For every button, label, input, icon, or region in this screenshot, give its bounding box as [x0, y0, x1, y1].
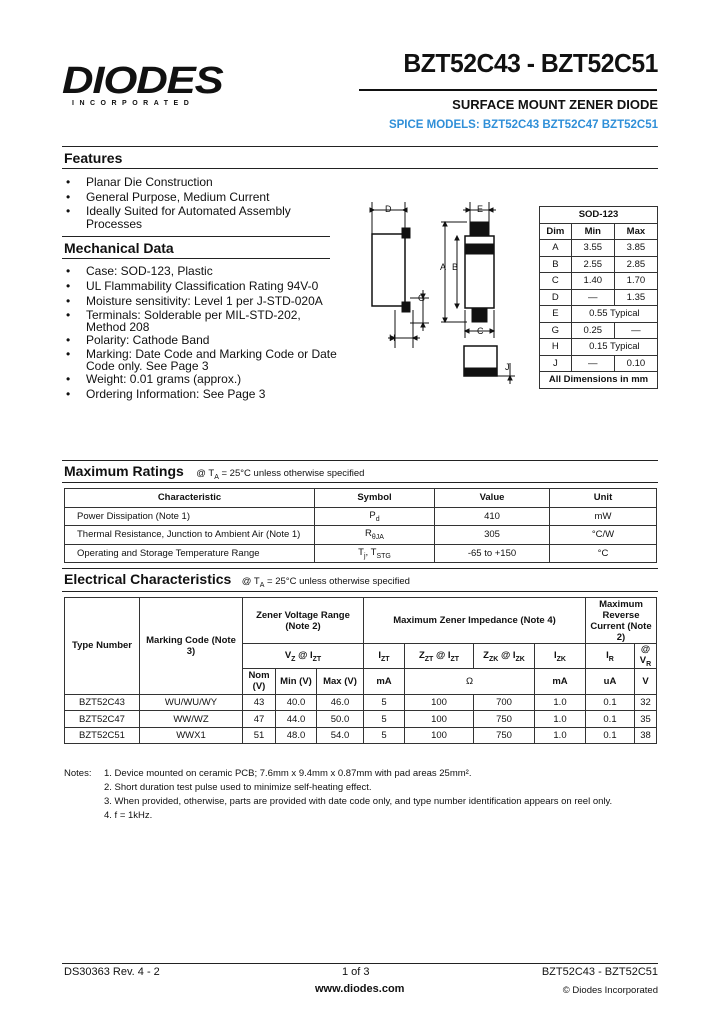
electrical-table [64, 597, 657, 744]
cell: 0.55 Typical [571, 306, 657, 323]
cell: 1.35 [614, 289, 657, 306]
cell: 700 [474, 694, 535, 711]
symbol-sub: STG [376, 552, 391, 560]
table-row [540, 273, 658, 290]
cell: 0.1 [586, 727, 635, 744]
divider [62, 568, 658, 569]
cell: — [571, 355, 614, 372]
sym: V [284, 649, 292, 661]
logo-text: DIODES [62, 60, 223, 102]
cell: Operating and Storage Temperature Range [65, 544, 315, 563]
cell: °C/W [550, 526, 657, 545]
list-item: • Marking: Date Code and Marking Code or Date Code only. See Page 3 [64, 348, 344, 372]
cell: D [540, 289, 572, 306]
unit-header: mA [364, 668, 405, 694]
cell: Thermal Resistance, Junction to Ambient Air (Note 1) [65, 526, 315, 545]
cell: mW [550, 507, 657, 526]
cell: 1.40 [571, 273, 614, 290]
col-header [635, 644, 657, 669]
logo-subtext: INCORPORATED [72, 100, 195, 107]
electrical-title [64, 571, 410, 589]
dim-label-b: B [452, 262, 459, 272]
col-header: Symbol [315, 489, 435, 508]
cell: 2.55 [571, 256, 614, 273]
cell: 410 [435, 507, 550, 526]
sym-sub: ZT [381, 655, 390, 663]
divider [62, 168, 658, 169]
cell: 3.55 [571, 240, 614, 257]
cell: BZT52C43 [65, 694, 140, 711]
table-row [540, 306, 658, 323]
cell: 1.0 [535, 727, 586, 744]
list-item: • Ordering Information: See Page 3 [64, 387, 344, 402]
features-list [64, 175, 304, 231]
unit-header: Nom (V) [243, 668, 276, 694]
divider [62, 591, 658, 592]
sym: Z [418, 649, 425, 661]
divider [62, 482, 658, 483]
sym: I [554, 649, 557, 661]
list-item: • Weight: 0.01 grams (approx.) [64, 372, 344, 387]
col-header [364, 644, 405, 669]
cell: G [540, 322, 572, 339]
cell: E [540, 306, 572, 323]
col-header: Value [435, 489, 550, 508]
sym-sub: ZT [424, 655, 434, 663]
sym-sub: ZT [450, 655, 460, 663]
col-header [405, 644, 474, 669]
table-row [540, 240, 658, 257]
cond-text: @ T [241, 576, 260, 587]
cell: 100 [405, 694, 474, 711]
cell: BZT52C47 [65, 711, 140, 728]
mechanical-heading: Mechanical Data [64, 240, 174, 256]
cell: 0.15 Typical [571, 339, 657, 356]
footer-part-number: BZT52C43 - BZT52C51 [541, 966, 658, 978]
features-heading: Features [64, 150, 123, 166]
sym-sub: ZK [515, 655, 525, 663]
cell: 50.0 [317, 711, 364, 728]
symbol: T [358, 546, 364, 558]
symbol: P [369, 509, 376, 521]
max-ratings-title [64, 463, 364, 481]
cell: BZT52C51 [65, 727, 140, 744]
col-header [243, 644, 364, 669]
cell: °C [550, 544, 657, 563]
cell: -65 to +150 [435, 544, 550, 563]
cell: 1.70 [614, 273, 657, 290]
cell: J [540, 355, 572, 372]
note-item: 2. Short duration test pulse used to minimize self-heating effect. [104, 782, 372, 793]
cond-sub: A [259, 581, 265, 589]
list-item: • General Purpose, Medium Current [64, 190, 304, 205]
sym: Z [483, 649, 489, 661]
cond-rest: = 25°C unless otherwise specified [218, 468, 365, 479]
cell: 0.10 [614, 355, 657, 372]
cell: 35 [635, 711, 657, 728]
sym: @ I [498, 649, 516, 661]
col-header [586, 644, 635, 669]
dimensions-table [539, 206, 658, 389]
footer-rule [62, 963, 658, 964]
sym-sub: ZT [312, 655, 322, 663]
cell: 5 [364, 711, 405, 728]
cell: 1.0 [535, 711, 586, 728]
sym: @ I [295, 649, 313, 661]
cell: 40.0 [276, 694, 317, 711]
table-row [540, 256, 658, 273]
footer-copyright: © Diodes Incorporated [562, 985, 658, 996]
cell: Power Dissipation (Note 1) [65, 507, 315, 526]
list-item: • Planar Die Construction [64, 175, 304, 190]
cell: 305 [435, 526, 550, 545]
mechanical-list [64, 264, 344, 402]
package-outline-diagram [355, 198, 525, 388]
sym-sub: R [646, 660, 652, 668]
cell: — [571, 289, 614, 306]
symbol: , T [365, 546, 377, 558]
col-header: Characteristic [65, 489, 315, 508]
page-title: BZT52C43 - BZT52C51 [403, 48, 658, 78]
cell: 5 [364, 694, 405, 711]
col-header: Zener Voltage Range (Note 2) [243, 598, 364, 644]
col-header [474, 644, 535, 669]
cell: 0.1 [586, 711, 635, 728]
table-row [540, 339, 658, 356]
spice-models-link[interactable]: SPICE MODELS: BZT52C43 BZT52C47 BZT52C51 [388, 119, 658, 131]
sym: @ I [433, 649, 451, 661]
col-header: Maximum Reverse Current (Note 2) [586, 598, 657, 644]
note-item: 1. Device mounted on ceramic PCB; 7.6mm x 9.4mm x 0.87mm with pad areas 25mm². [104, 768, 472, 779]
unit-header: uA [586, 668, 635, 694]
cell: B [540, 256, 572, 273]
cell: 100 [405, 711, 474, 728]
note-item: 4. f = 1kHz. [104, 810, 153, 821]
list-item: • Terminals: Solderable per MIL-STD-202, Method 208 [64, 309, 344, 333]
dim-label-c: C [477, 326, 484, 336]
cell: — [614, 322, 657, 339]
symbol-sub: d [375, 515, 380, 523]
dims-header: Max [614, 223, 657, 240]
cond-sub: A [214, 473, 219, 481]
sym-sub: Z [291, 655, 296, 663]
table-row [540, 355, 658, 372]
cell: 47 [243, 711, 276, 728]
cell: 5 [364, 727, 405, 744]
cell: C [540, 273, 572, 290]
note-item: 3. When provided, otherwise, parts are provided with date code only, and type number identification appears on reel only. [104, 796, 613, 807]
sym-sub: ZK [556, 655, 566, 663]
cell: 750 [474, 727, 535, 744]
cell: 2.85 [614, 256, 657, 273]
cell: A [540, 240, 572, 257]
col-header [535, 644, 586, 669]
cell: 32 [635, 694, 657, 711]
cell: 38 [635, 727, 657, 744]
table-row [65, 507, 657, 526]
unit-header: Max (V) [317, 668, 364, 694]
cell: WU/WU/WY [140, 694, 243, 711]
dims-title: SOD-123 [540, 207, 658, 224]
col-header: Unit [550, 489, 657, 508]
max-ratings-heading: Maximum Ratings [64, 463, 184, 479]
divider [62, 258, 330, 259]
table-row [540, 322, 658, 339]
cell: H [540, 339, 572, 356]
cell: 46.0 [317, 694, 364, 711]
sym: @ V [639, 644, 651, 666]
unit-header: Ω [405, 668, 535, 694]
sym: I [606, 649, 609, 661]
table-row [65, 694, 657, 711]
unit-header: Min (V) [276, 668, 317, 694]
cond-text: @ T [196, 468, 215, 479]
sym: I [378, 649, 382, 661]
electrical-heading: Electrical Characteristics [64, 571, 232, 587]
table-row [540, 289, 658, 306]
diodes-logo [62, 60, 223, 108]
cell: WWX1 [140, 727, 243, 744]
col-header: Marking Code (Note 3) [140, 598, 243, 695]
electrical-condition [242, 576, 410, 587]
dim-label-a: A [440, 262, 447, 272]
cell: 1.0 [535, 694, 586, 711]
dims-header: Min [571, 223, 614, 240]
dim-label-g: G [418, 293, 426, 303]
dim-label-e: E [477, 204, 484, 214]
dims-header: Dim [540, 223, 572, 240]
cell: 48.0 [276, 727, 317, 744]
unit-header: V [635, 668, 657, 694]
cell: 750 [474, 711, 535, 728]
divider [62, 460, 658, 461]
divider [62, 146, 658, 147]
divider [62, 236, 330, 237]
table-row [65, 727, 657, 744]
cell [315, 526, 435, 545]
cond-rest: = 25°C unless otherwise specified [264, 576, 410, 587]
cell: 51 [243, 727, 276, 744]
unit-header: mA [535, 668, 586, 694]
sym-sub: R [608, 655, 614, 663]
list-item: • Moisture sensitivity: Level 1 per J-STD-020A [64, 294, 344, 309]
cell [315, 544, 435, 563]
subtitle: SURFACE MOUNT ZENER DIODE [452, 97, 658, 112]
cell: 0.25 [571, 322, 614, 339]
cell: 3.85 [614, 240, 657, 257]
col-header: Type Number [65, 598, 140, 695]
dims-footer: All Dimensions in mm [540, 372, 658, 389]
footer-page-number: 1 of 3 [342, 966, 370, 978]
cell: 100 [405, 727, 474, 744]
table-row [65, 711, 657, 728]
symbol: R [365, 528, 372, 540]
table-row [65, 526, 657, 545]
notes-list [104, 767, 664, 823]
max-ratings-condition [196, 468, 364, 479]
footer-url-link[interactable]: www.diodes.com [315, 983, 405, 995]
table-row [65, 544, 657, 563]
list-item: • Polarity: Cathode Band [64, 333, 344, 348]
cell: 44.0 [276, 711, 317, 728]
dim-label-d: D [385, 204, 392, 214]
cell: WW/WZ [140, 711, 243, 728]
cell: 0.1 [586, 694, 635, 711]
col-header: Maximum Zener Impedance (Note 4) [364, 598, 586, 644]
footer-doc-number: DS30363 Rev. 4 - 2 [64, 966, 160, 978]
symbol-sub: θJA [371, 534, 384, 542]
sym-sub: ZK [488, 655, 499, 663]
cell: 54.0 [317, 727, 364, 744]
title-rule [359, 89, 657, 91]
notes-label: Notes: [64, 768, 92, 779]
dim-label-j: J [505, 362, 510, 372]
symbol-sub: j [363, 552, 366, 560]
list-item: • UL Flammability Classification Rating 94V-0 [64, 279, 344, 294]
dim-label-h: H [389, 333, 396, 343]
cell: 43 [243, 694, 276, 711]
cell [315, 507, 435, 526]
list-item: • Ideally Suited for Automated Assembly Processes [64, 205, 304, 231]
list-item: • Case: SOD-123, Plastic [64, 264, 344, 279]
max-ratings-table [64, 488, 657, 563]
